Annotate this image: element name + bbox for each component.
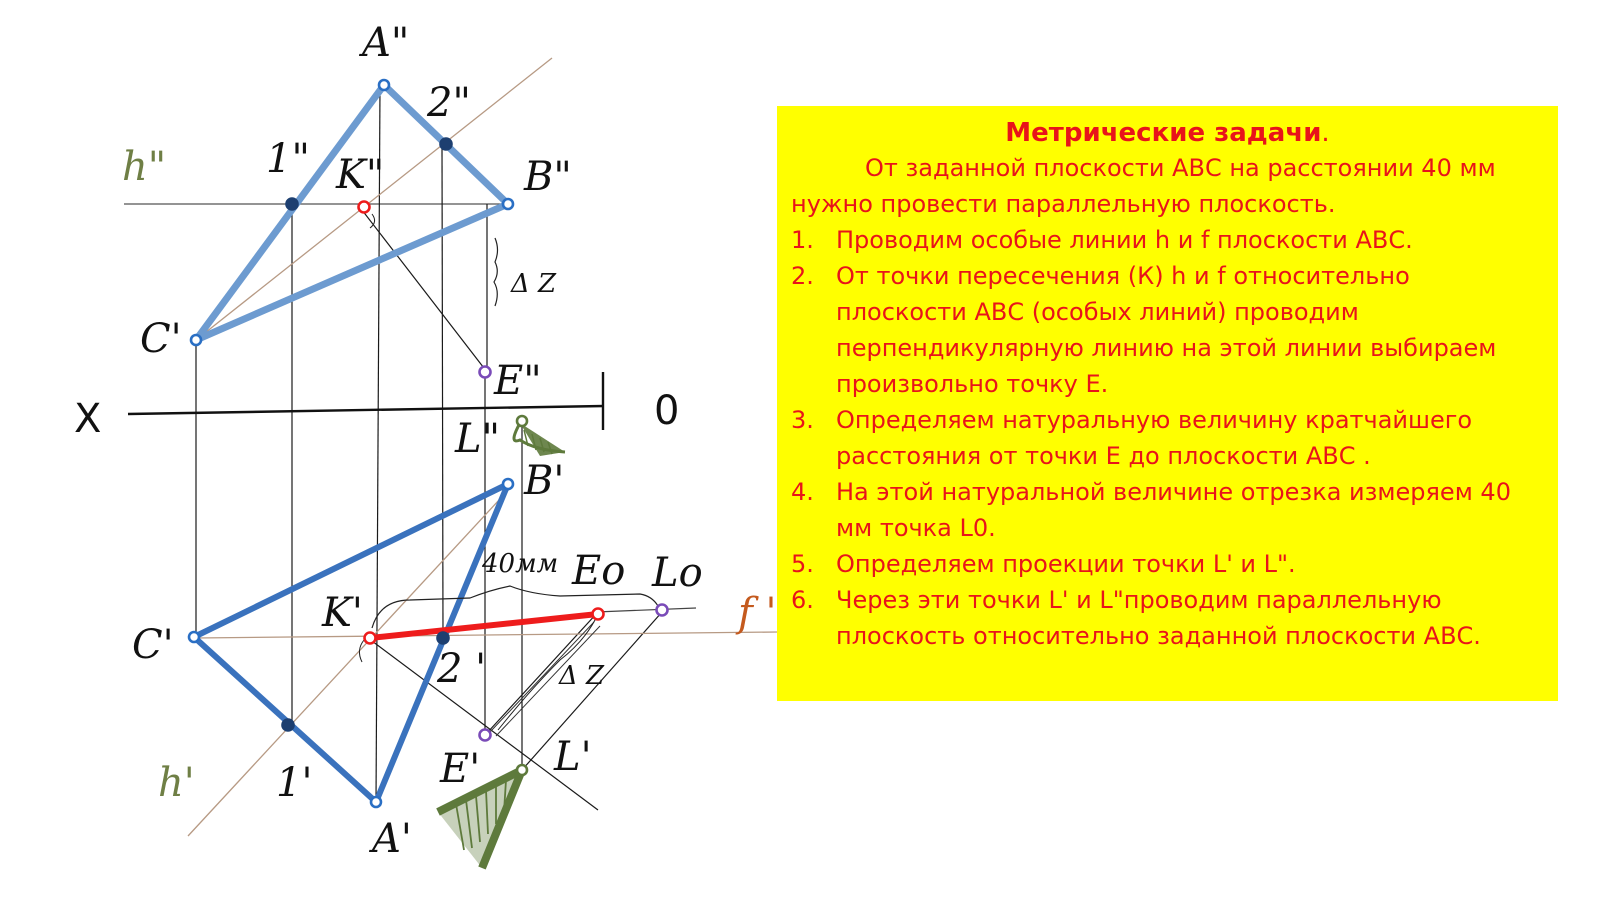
point-c2	[191, 335, 201, 345]
label-eo: Eo	[572, 548, 626, 594]
label-c2: C'	[140, 316, 182, 362]
step-number: 5.	[791, 550, 814, 578]
steps-list	[791, 222, 1544, 654]
panel-title	[791, 116, 1544, 150]
label-c1: C'	[132, 622, 174, 668]
point-a2	[379, 80, 389, 90]
step-text: Через эти точки L' и L"проводим параллельную плоскость относительно заданной плоскости АВС.	[836, 586, 1481, 650]
label-one2: 1"	[266, 136, 310, 182]
point-two1	[438, 633, 449, 644]
label-l1: L'	[554, 734, 592, 780]
label-lo: Lo	[652, 550, 703, 596]
axis-x-label: X	[74, 396, 102, 442]
step-number: 1.	[791, 226, 814, 254]
label-h1: h'	[158, 760, 195, 806]
point-one1	[283, 720, 294, 731]
point-k2	[359, 202, 370, 213]
label-e2: E"	[494, 358, 542, 404]
axis-zero-label: 0	[654, 388, 680, 434]
label-k2: K"	[336, 152, 385, 198]
panel-title-text: Метрические задачи	[1005, 118, 1322, 148]
step-item	[791, 582, 1544, 654]
label-k1: K'	[322, 590, 363, 636]
label-two2: 2"	[427, 80, 471, 126]
step-number: 2.	[791, 262, 814, 290]
step-text: На этой натуральной величине отрезка измеряем 40 мм точка L0.	[836, 478, 1511, 542]
construction-lines	[124, 86, 696, 810]
point-b1	[503, 479, 513, 489]
step-number: 3.	[791, 406, 814, 434]
step-number: 4.	[791, 478, 814, 506]
point-lo	[657, 605, 668, 616]
step-text: Определяем проекции точки L' и L".	[836, 550, 1296, 578]
point-k1	[365, 633, 376, 644]
point-e2	[480, 367, 491, 378]
label-a1: A'	[372, 816, 412, 862]
point-l1	[517, 765, 527, 775]
label-two1: 2 '	[437, 646, 487, 692]
label-delta-z-bottom: Δ Z	[559, 661, 605, 691]
label-h2: h"	[122, 144, 167, 190]
step-item	[791, 222, 1544, 258]
label-l2: L"	[455, 416, 500, 462]
point-b2	[503, 199, 513, 209]
step-item	[791, 258, 1544, 402]
point-l2	[517, 416, 527, 426]
step-text: Проводим особые линии h и f плоскости АВС.	[836, 226, 1413, 254]
step-number: 6.	[791, 586, 814, 614]
label-f1: f '	[738, 590, 777, 636]
point-c1	[189, 632, 199, 642]
panel-title-dot: .	[1321, 118, 1330, 148]
step-item	[791, 474, 1544, 546]
label-e1: E'	[440, 746, 481, 792]
point-one2	[287, 199, 298, 210]
step-text: Определяем натуральную величину кратчайшего расстояния от точки Е до плоскости АВС .	[836, 406, 1473, 470]
point-two2	[441, 139, 452, 150]
point-a1	[371, 797, 381, 807]
label-one1: 1'	[276, 760, 313, 806]
delta-z-top-bracket	[494, 238, 498, 306]
label-a2: A"	[362, 20, 410, 66]
label-b2: B"	[524, 154, 572, 200]
label-delta-z-top: Δ Z	[511, 269, 557, 299]
step-text: От точки пересечения (К) h и f относительно плоскости АВС (особых линий) проводим перпендикулярную линию на этой линии выбираем произвольно точку Е.	[836, 262, 1497, 398]
point-eo	[593, 609, 604, 620]
label-b1: B'	[524, 458, 565, 504]
step-item	[791, 402, 1544, 474]
label-dim-40: 40мм	[482, 549, 559, 579]
task-description-panel	[777, 106, 1558, 701]
panel-intro: От заданной плоскости АВС на расстоянии 40 мм нужно провести параллельную плоскость.	[791, 154, 1496, 218]
point-e1	[480, 730, 491, 741]
step-item	[791, 546, 1544, 582]
